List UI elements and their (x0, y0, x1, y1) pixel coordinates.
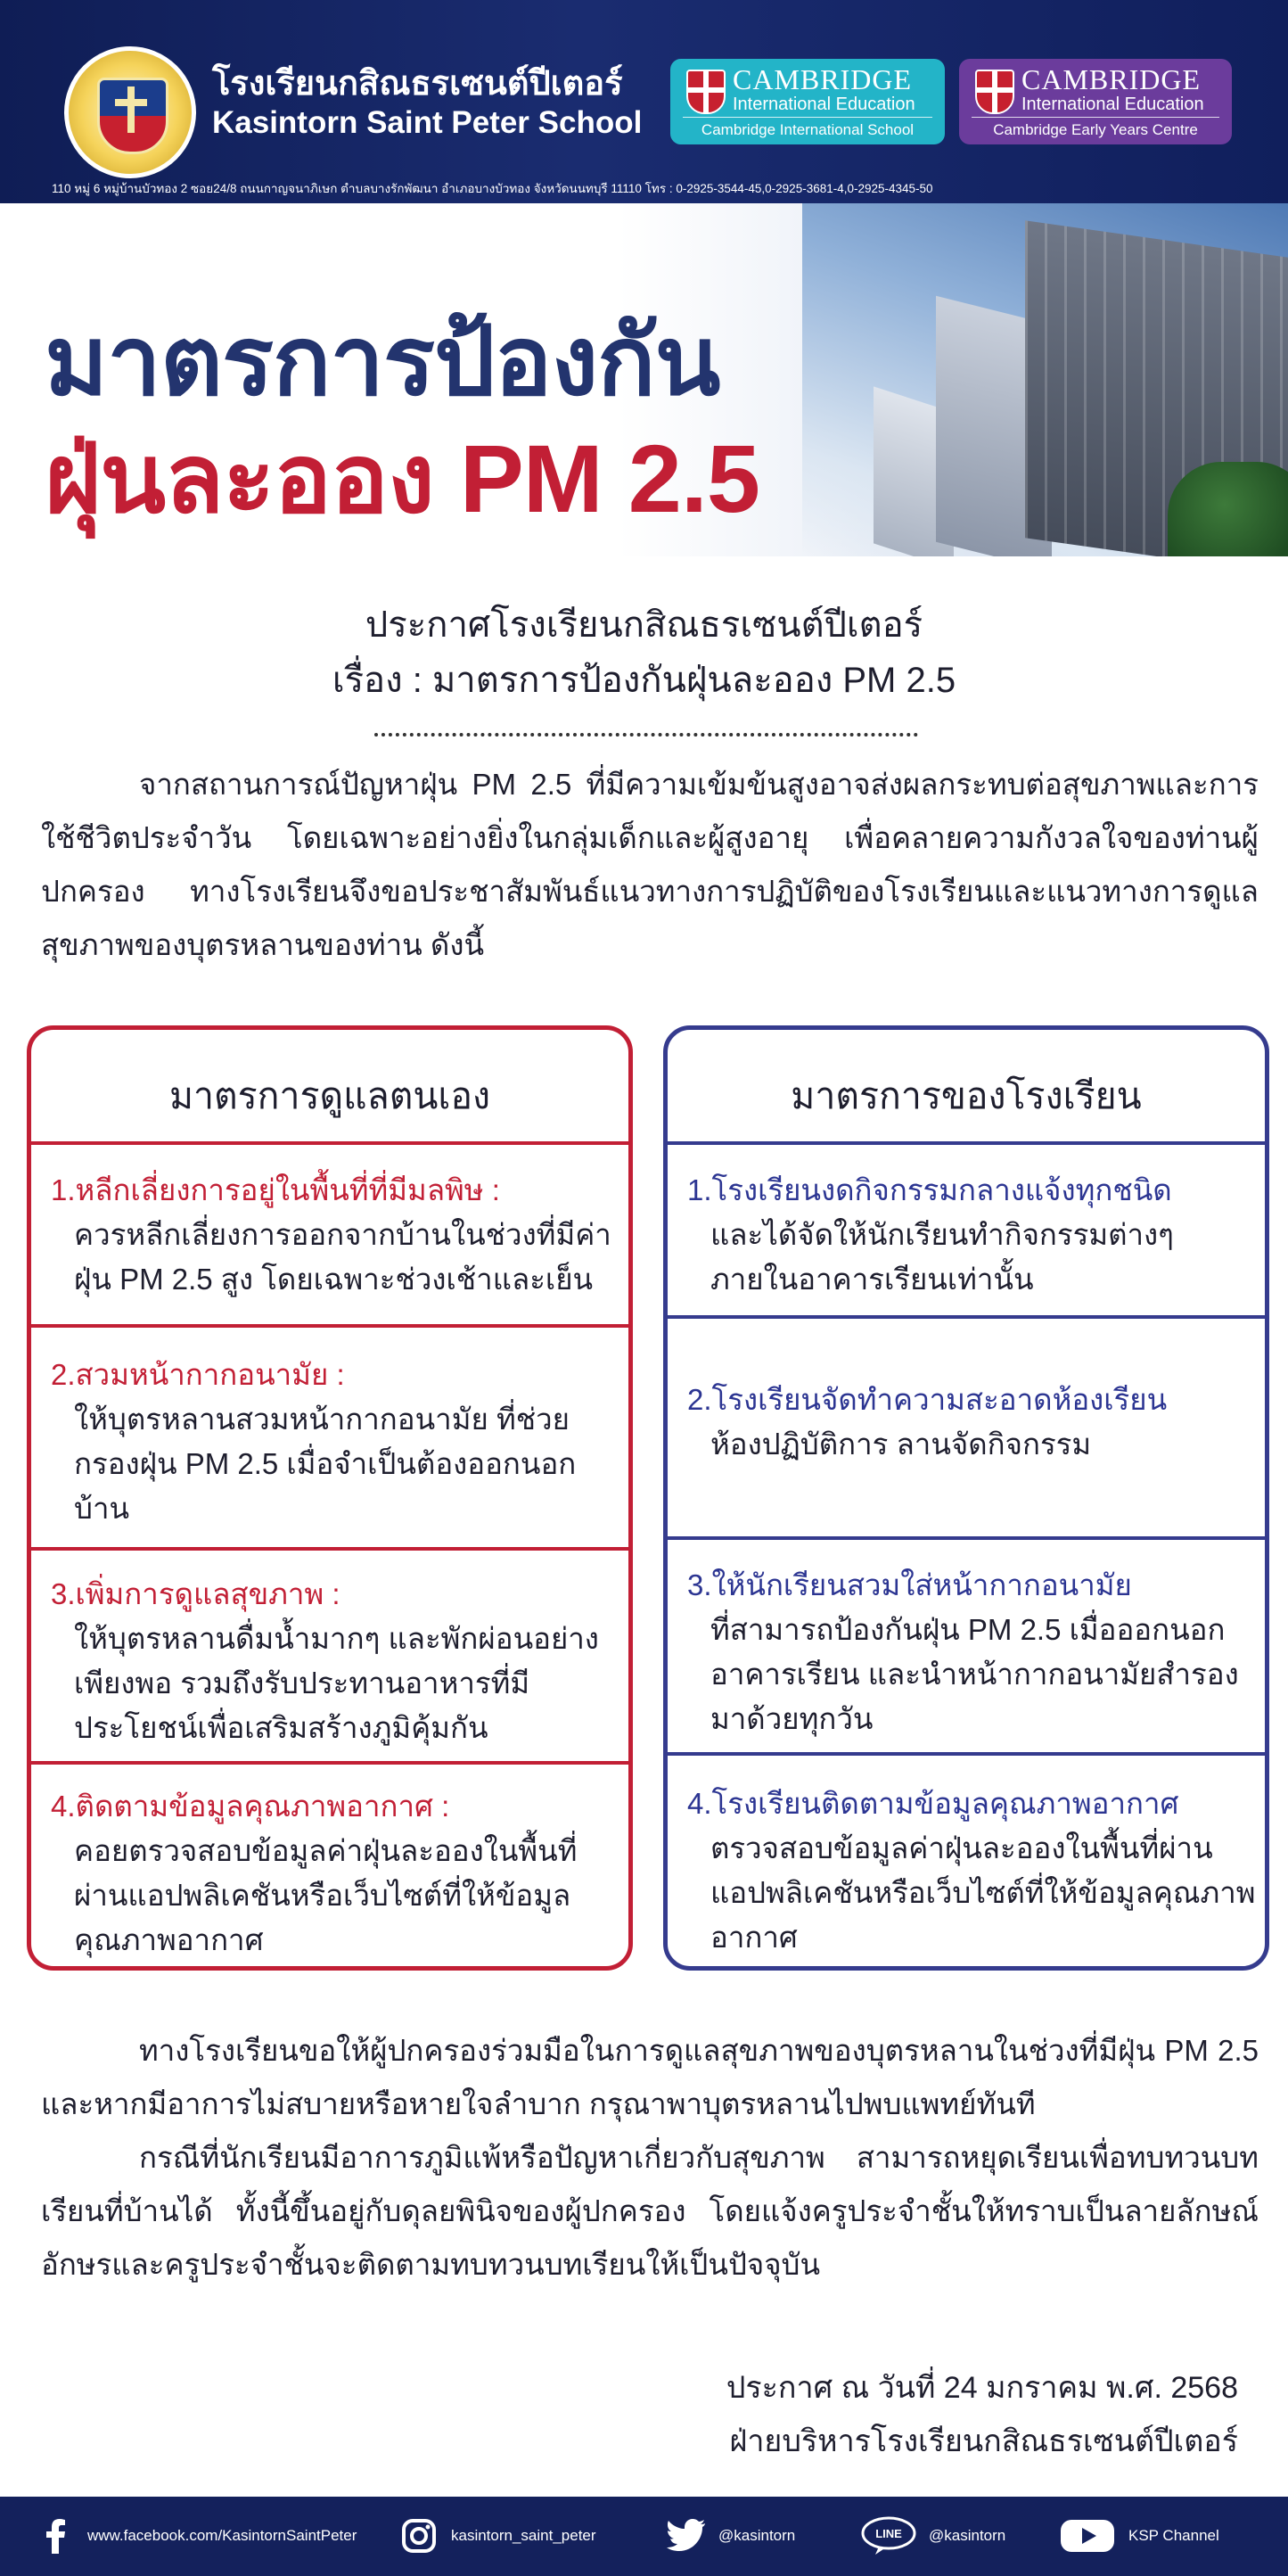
line-chat-icon (861, 2516, 916, 2555)
announcement-subject: เรื่อง : มาตรการป้องกันฝุ่นละออง PM 2.5 (332, 661, 956, 700)
social-footer (0, 2497, 1288, 2576)
school-crest-logo (64, 46, 196, 178)
facebook-icon (36, 2516, 75, 2555)
cambridge-shield-icon (686, 70, 726, 114)
list-item: 3.เพิ่มการดูแลสุขภาพ : ให้บุตรหลานดื่มน้ำมากๆ และพักผ่อนอย่างเพียงพอ รวมถึงรับประทานอาหารที่มีประโยชน์เพื่อเสริมสร้างภูมิคุ้มกัน (51, 1577, 599, 1744)
school-measures-box-title: มาตรการของโรงเรียน (791, 1075, 1142, 1116)
list-item: 1.โรงเรียนงดกิจกรรมกลางแจ้งทุกชนิด และได้จัดให้นักเรียนทำกิจกรรมต่างๆ ภายในอาคารเรียนเท่านั้น (687, 1173, 1174, 1296)
hero-title-line1: มาตรการป้องกัน (45, 307, 720, 415)
instagram-link[interactable]: kasintorn_saint_peter (399, 2516, 596, 2555)
cambridge-international-school-badge: CAMBRIDGE International Education Cambridge International School (670, 59, 945, 144)
hero-title-line2: ฝุ่นละออง PM 2.5 (45, 424, 759, 532)
school-measures-box (663, 1025, 1269, 1971)
list-item: 2.สวมหน้ากากอนามัย : ให้บุตรหลานสวมหน้ากากอนามัย ที่ช่วยกรองฝุ่น PM 2.5 เมื่อจำเป็นต้องออกนอกบ้าน (51, 1358, 577, 1525)
instagram-icon (399, 2516, 439, 2555)
closing-paragraphs: ทางโรงเรียนขอให้ผู้ปกครองร่วมมือในการดูแลสุขภาพของบุตรหลานในช่วงที่มีฝุ่น PM 2.5 และหากมีอาการไม่สบายหรือหายใจลำบาก กรุณาพาบุตรหลานไปพบแพทย์ทันที กรณีที่นักเรียนมีอาการภูมิแพ้หรือปัญหาเกี่ยวกับสุขภาพ สามารถหยุดเรียนเพื่อทบทวนบทเรียนที่บ้านได้ ทั้งนี้ขึ้นอยู่กับดุลยพินิจของผู้ปกครอง โดยแจ้งครูประจำชั้นให้ทราบเป็นลายลักษณ์อักษรและครูประจำชั้นจะติดตามทบทวนบทเรียนให้เป็นปัจจุบัน (41, 2034, 1259, 2281)
cambridge-shield-icon (975, 70, 1014, 114)
list-item: 4.โรงเรียนติดตามข้อมูลคุณภาพอากาศ ตรวจสอบข้อมูลค่าฝุ่นละอองในพื้นที่ผ่านแอปพลิเคชันหรือเว็บไซต์ที่ให้ข้อมูลคุณภาพอากาศ (687, 1787, 1256, 1954)
facebook-link[interactable]: www.facebook.com/KasintornSaintPeter (36, 2516, 357, 2555)
announcement-date: ประกาศ ณ วันที่ 24 มกราคม พ.ศ. 2568 (726, 2371, 1238, 2405)
twitter-link[interactable]: @kasintorn (667, 2516, 795, 2555)
announcement-title: ประกาศโรงเรียนกสิณธรเซนต์ปีเตอร์ (365, 605, 923, 645)
self-care-box-title: มาตรการดูแลตนเอง (168, 1075, 491, 1116)
twitter-bird-icon (667, 2516, 706, 2555)
school-name-english: Kasintorn Saint Peter School (212, 105, 643, 140)
line-link[interactable]: LINE @kasintorn (861, 2516, 1005, 2555)
dotted-divider (374, 729, 918, 737)
list-item: 4.ติดตามข้อมูลคุณภาพอากาศ : คอยตรวจสอบข้อมูลค่าฝุ่นละอองในพื้นที่ผ่านแอปพลิเคชันหรือเว็บไซต์ที่ให้ข้อมูลคุณภาพอากาศ (51, 1790, 578, 1956)
list-item: 2.โรงเรียนจัดทำความสะอาดห้องเรียน ห้องปฏิบัติการ ลานจัดกิจกรรม (687, 1383, 1168, 1461)
school-header (0, 0, 1288, 203)
svg-text:LINE: LINE (875, 2527, 902, 2540)
self-care-measures-box (27, 1025, 633, 1971)
signatory: ฝ่ายบริหารโรงเรียนกสิณธรเซนต์ปีเตอร์ (729, 2424, 1238, 2458)
list-item: 3.ให้นักเรียนสวมใส่หน้ากากอนามัย ที่สามารถป้องกันฝุ่น PM 2.5 เมื่อออกนอกอาคารเรียน และนำหน้ากากอนามัยสำรองมาด้วยทุกวัน (687, 1568, 1239, 1735)
list-item: 1.หลีกเลี่ยงการอยู่ในพื้นที่ที่มีมลพิษ : ควรหลีกเลี่ยงการออกจากบ้านในช่วงที่มีค่าฝุ่น PM 2.5 สูง โดยเฉพาะช่วงเช้าและเย็น (51, 1173, 611, 1296)
school-name-thai: โรงเรียนกสิณธรเซนต์ปีเตอร์ (212, 65, 623, 103)
cambridge-early-years-badge: CAMBRIDGE International Education Cambridge Early Years Centre (959, 59, 1232, 144)
youtube-play-icon (1059, 2516, 1116, 2555)
intro-paragraph: จากสถานการณ์ปัญหาฝุ่น PM 2.5 ที่มีความเข้มข้นสูงอาจส่งผลกระทบต่อสุขภาพและการใช้ชีวิตประจำวัน โดยเฉพาะอย่างยิ่งในกลุ่มเด็กและผู้สูงอายุ เพื่อคลายความกังวลใจของท่านผู้ปกครอง ทางโรงเรียนจึงขอประชาสัมพันธ์แนวทางการปฏิบัติของโรงเรียนและแนวทางการดูแลสุขภาพของบุตรหลานของท่าน ดังนี้ (41, 768, 1259, 961)
school-address: 110 หมู่ 6 หมู่บ้านบัวทอง 2 ซอย24/8 ถนนกาญจนาภิเษก ตำบลบางรักพัฒนา อำเภอบางบัวทอง จังหวัดนนทบุรี 11110 โทร : 0-2925-3544-45,0-2925-3681-4,0-2925-4345-50 (52, 182, 933, 195)
hero-banner (0, 203, 1288, 556)
youtube-link[interactable]: KSP Channel (1059, 2516, 1219, 2555)
